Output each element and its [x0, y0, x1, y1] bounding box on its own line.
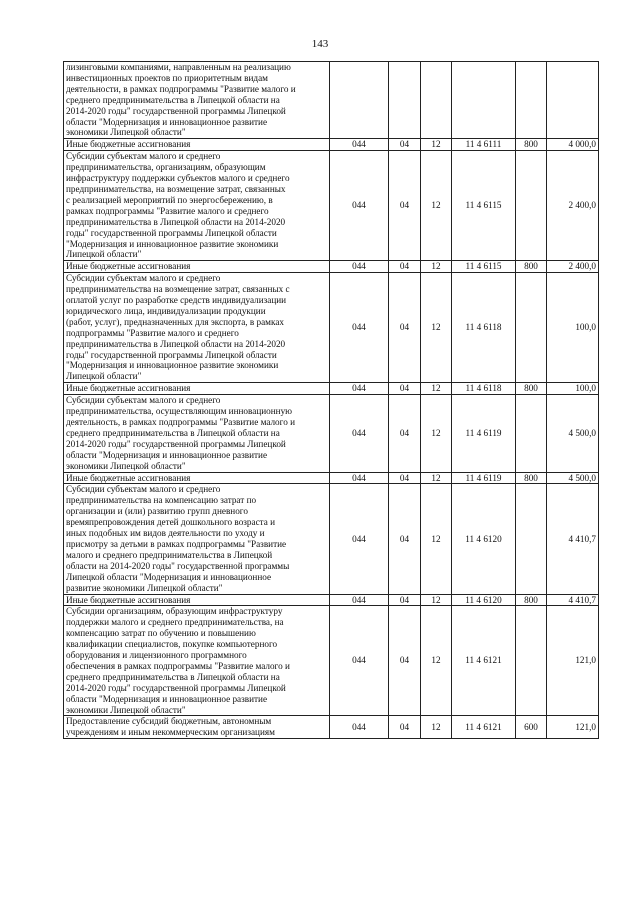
expense-type-cell: 800: [516, 139, 547, 151]
table-row: [64, 139, 599, 151]
table-row: [64, 594, 599, 606]
ved-code-cell: [330, 62, 389, 139]
expense-type-cell: [516, 273, 547, 383]
table-row: [64, 261, 599, 273]
target-article-cell: 11 4 6115: [452, 151, 516, 261]
target-article-cell: 11 4 6118: [452, 383, 516, 395]
table-row: [64, 484, 599, 594]
table-row: [64, 716, 599, 739]
target-article-cell: 11 4 6121: [452, 606, 516, 716]
page-number: 143: [311, 38, 329, 50]
amount-cell: 4 410,7: [547, 594, 599, 606]
row-name-cell: Иные бюджетные ассигнования: [64, 261, 330, 273]
ved-code-cell: 044: [330, 139, 389, 151]
row-name-cell: Субсидии субъектам малого и среднего предпринимательства, организациям, образующим инфраструктуру поддержки субъектов малого и среднего предпринимательства, на возмещение затрат, связанных с реализацией мероприятий по энергосбережению, в рамках подпрограммы "Развитие малого и среднего предпринимательства в Липецкой области на 2014-2020 годы" государственной программы Липецкой области "Модернизация и инновационное развитие экономики Липецкой области": [64, 151, 330, 261]
amount-cell: 4 500,0: [547, 472, 599, 484]
amount-cell: 4 500,0: [547, 395, 599, 472]
expense-type-cell: [516, 151, 547, 261]
ved-code-cell: 044: [330, 395, 389, 472]
amount-cell: 100,0: [547, 273, 599, 383]
ved-code-cell: 044: [330, 606, 389, 716]
target-article-cell: 11 4 6115: [452, 261, 516, 273]
subsection-code-cell: 12: [421, 606, 452, 716]
subsection-code-cell: 12: [421, 594, 452, 606]
target-article-cell: 11 4 6118: [452, 273, 516, 383]
target-article-cell: 11 4 6120: [452, 484, 516, 594]
subsection-code-cell: 12: [421, 395, 452, 472]
target-article-cell: 11 4 6120: [452, 594, 516, 606]
row-name-cell: Субсидии субъектам малого и среднего предпринимательства на компенсацию затрат по организации и (или) развитию групп дневного времяпрепровождения детей дошкольного возраста и иных подобных им видов деятельности по уходу и присмотру за детьми в рамках подпрограммы "Развитие малого и среднего предпринимательства в Липецкой области на 2014-2020 годы" государственной программы Липецкой области "Модернизация и инновационное развитие экономики Липецкой области": [64, 484, 330, 594]
ved-code-cell: 044: [330, 383, 389, 395]
target-article-cell: 11 4 6119: [452, 395, 516, 472]
section-code-cell: 04: [389, 716, 421, 739]
section-code-cell: 04: [389, 383, 421, 395]
ved-code-cell: 044: [330, 484, 389, 594]
row-name-cell: Субсидии субъектам малого и среднего предпринимательства на возмещение затрат, связанных с оплатой услуг по разработке средств индивидуализации юридического лица, индивидуализации продукции (работ, услуг), предназначенных для экспорта, в рамках подпрограммы "Развитие малого и среднего предпринимательства в Липецкой области на 2014-2020 годы" государственной программы Липецкой области "Модернизация и инновационное развитие экономики Липецкой области": [64, 273, 330, 383]
table-row: [64, 472, 599, 484]
target-article-cell: 11 4 6119: [452, 472, 516, 484]
amount-cell: 121,0: [547, 716, 599, 739]
table-row: [64, 606, 599, 716]
row-name-cell: Иные бюджетные ассигнования: [64, 594, 330, 606]
row-name-cell: Субсидии организациям, образующим инфраструктуру поддержки малого и среднего предпринимательства, на компенсацию затрат по обучению и повышению квалификации специалистов, покупке компьютерного оборудования и лицензионного программного обеспечения в рамках подпрограммы "Развитие малого и среднего предпринимательства в Липецкой области на 2014-2020 годы" государственной программы Липецкой области "Модернизация и инновационное развитие экономики Липецкой области": [64, 606, 330, 716]
target-article-cell: 11 4 6111: [452, 139, 516, 151]
ved-code-cell: 044: [330, 151, 389, 261]
subsection-code-cell: 12: [421, 261, 452, 273]
expense-type-cell: 800: [516, 383, 547, 395]
section-code-cell: 04: [389, 606, 421, 716]
table-row: [64, 395, 599, 472]
row-name-cell: Предоставление субсидий бюджетным, автономным учреждениям и иным некоммерческим организациям: [64, 716, 330, 739]
subsection-code-cell: 12: [421, 716, 452, 739]
expense-type-cell: 800: [516, 472, 547, 484]
row-name-cell: Субсидии субъектам малого и среднего предпринимательства, осуществляющим инновационную деятельность, в рамках подпрограммы "Развитие малого и среднего предпринимательства в Липецкой области на 2014-2020 годы" государственной программы Липецкой области "Модернизация и инновационное развитие экономики Липецкой области": [64, 395, 330, 472]
row-name-cell: Иные бюджетные ассигнования: [64, 472, 330, 484]
subsection-code-cell: 12: [421, 484, 452, 594]
expense-type-cell: [516, 62, 547, 139]
section-code-cell: 04: [389, 484, 421, 594]
section-code-cell: 04: [389, 594, 421, 606]
amount-cell: 2 400,0: [547, 151, 599, 261]
table-body: [64, 62, 599, 739]
row-name-cell: лизинговыми компаниями, направленным на реализацию инвестиционных проектов по приоритетным видам деятельности, в рамках подпрограммы "Развитие малого и среднего предпринимательства в Липецкой области на 2014-2020 годы" государственной программы Липецкой области "Модернизация и инновационное развитие экономики Липецкой области": [64, 62, 330, 139]
table-row: [64, 273, 599, 383]
amount-cell: 4 410,7: [547, 484, 599, 594]
table-row: [64, 151, 599, 261]
expense-type-cell: 800: [516, 261, 547, 273]
expense-type-cell: [516, 395, 547, 472]
subsection-code-cell: 12: [421, 273, 452, 383]
section-code-cell: 04: [389, 261, 421, 273]
ved-code-cell: 044: [330, 594, 389, 606]
row-name-cell: Иные бюджетные ассигнования: [64, 383, 330, 395]
ved-code-cell: 044: [330, 472, 389, 484]
ved-code-cell: 044: [330, 261, 389, 273]
expense-type-cell: [516, 484, 547, 594]
target-article-cell: 11 4 6121: [452, 716, 516, 739]
amount-cell: 100,0: [547, 383, 599, 395]
amount-cell: [547, 62, 599, 139]
ved-code-cell: 044: [330, 716, 389, 739]
section-code-cell: 04: [389, 151, 421, 261]
section-code-cell: 04: [389, 139, 421, 151]
expense-type-cell: 600: [516, 716, 547, 739]
table-row: [64, 383, 599, 395]
row-name-cell: Иные бюджетные ассигнования: [64, 139, 330, 151]
subsection-code-cell: 12: [421, 383, 452, 395]
amount-cell: 4 000,0: [547, 139, 599, 151]
section-code-cell: 04: [389, 472, 421, 484]
subsection-code-cell: 12: [421, 472, 452, 484]
budget-table: [63, 61, 599, 739]
amount-cell: 2 400,0: [547, 261, 599, 273]
subsection-code-cell: [421, 62, 452, 139]
ved-code-cell: 044: [330, 273, 389, 383]
section-code-cell: 04: [389, 395, 421, 472]
section-code-cell: 04: [389, 273, 421, 383]
section-code-cell: [389, 62, 421, 139]
table-row: [64, 62, 599, 139]
subsection-code-cell: 12: [421, 139, 452, 151]
subsection-code-cell: 12: [421, 151, 452, 261]
target-article-cell: [452, 62, 516, 139]
expense-type-cell: 800: [516, 594, 547, 606]
amount-cell: 121,0: [547, 606, 599, 716]
expense-type-cell: [516, 606, 547, 716]
